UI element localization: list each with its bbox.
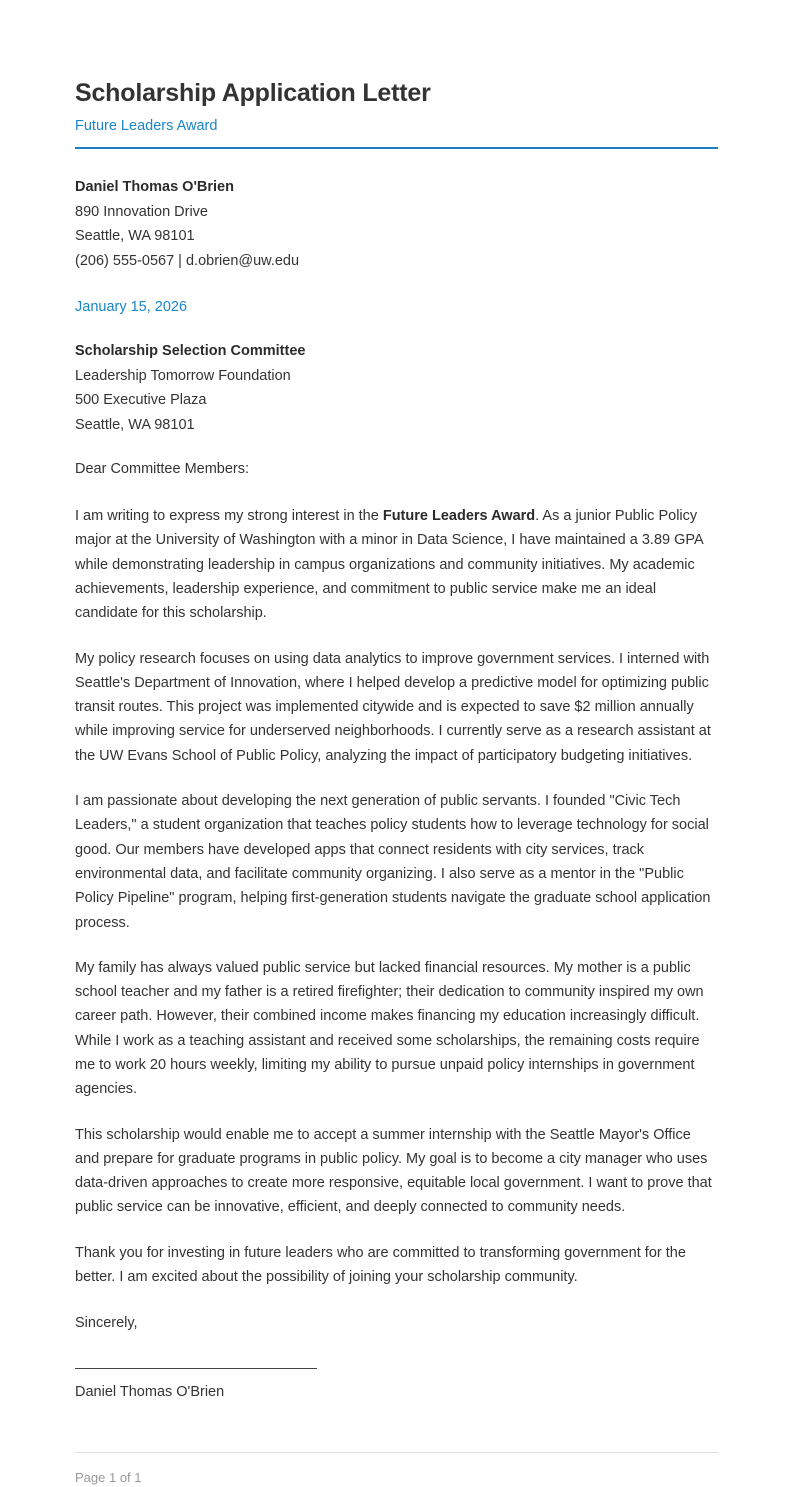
body-paragraph-6: Thank you for investing in future leaders who are committed to transforming government for the better. I am excited about the possibility of joining your scholarship community. [75,1244,686,1286]
recipient-attention: Scholarship Selection Committee [75,343,306,360]
document-footer [75,1452,718,1487]
paragraph-1-rest: . As a junior Public Policy major at the University of Washington with a minor in Data Science, I have maintained a 3.89 GPA while demonstrating leadership in campus organizations and community initiatives. My academic achievements, leadership experience, and commitment to public service make me an ideal candidate for this scholarship. [75,508,703,622]
signature-block [75,1368,718,1404]
sender-city-state-zip: Seattle, WA 98101 [75,228,195,245]
signature-line [75,1368,317,1369]
sender-name: Daniel Thomas O'Brien [75,179,234,196]
body-paragraph-5: This scholarship would enable me to accept a summer internship with the Seattle Mayor's Office and prepare for graduate programs in public policy. My goal is to become a city manager who uses data-driven approaches to create more responsive, equitable local government. I want to prove that public service can be innovative, efficient, and deeply connected to community needs. [75,1126,712,1216]
recipient-address-block [75,339,718,437]
page-title: Scholarship Application Letter [75,79,431,107]
body-paragraph-2: My policy research focuses on using data analytics to improve government services. I interned with Seattle's Department of Innovation, where I helped develop a predictive model for optimizing public transit routes. This project was implemented citywide and is expected to save $2 million annually while improving service for underserved neighborhoods. I currently serve as a research assistant at the UW Evans School of Public Policy, analyzing the impact of participatory budgeting initiatives. [75,650,711,764]
body-paragraph-3: I am passionate about developing the next generation of public servants. I founded "Civic Tech Leaders," a student organization that teaches policy students how to leverage technology for social good. Our members have developed apps that connect residents with city services, track environmental data, and facilitate community organizing. I also serve as a mentor in the "Public Policy Pipeline" program, helping first-generation students navigate the graduate school application process. [75,793,711,931]
document-subtitle: Future Leaders Award [75,118,218,134]
recipient-city-state-zip: Seattle, WA 98101 [75,416,195,433]
sender-address-block [75,175,718,273]
signature-name: Daniel Thomas O'Brien [75,1383,225,1400]
recipient-organization: Leadership Tomorrow Foundation [75,367,291,384]
body-paragraph-4: My family has always valued public service but lacked financial resources. My mother is a public school teacher and my father is a retired firefighter; their dedication to community inspired my own career path. However, their combined income makes financing my education increasingly difficult. While I work as a teaching assistant and received some scholarships, the remaining costs require me to work 20 hours weekly, limiting my ability to pursue unpaid policy internships in government agencies. [75,959,704,1098]
document-header [75,78,718,149]
sender-street: 890 Innovation Drive [75,203,208,220]
paragraph-1-emphasis: Future Leaders Award [382,508,536,525]
recipient-street: 500 Executive Plaza [75,392,207,409]
closing-salutation: Sincerely, [75,1315,138,1332]
salutation: Dear Committee Members: [75,461,250,478]
body-paragraph-1 [75,504,718,625]
letter-date: January 15, 2026 [75,298,188,315]
paragraph-1-lead: I am writing to express my strong interest in the [75,508,383,525]
letter-body [75,504,718,1289]
sender-contact: (206) 555-0567 | d.obrien@uw.edu [75,252,300,269]
page-indicator: Page 1 of 1 [75,1469,142,1485]
